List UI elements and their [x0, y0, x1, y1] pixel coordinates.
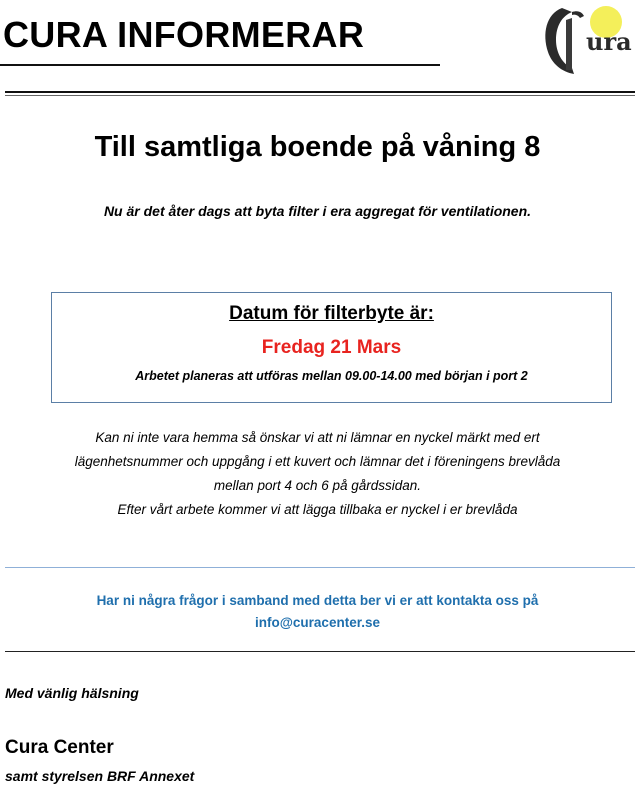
svg-text:ura: ura	[586, 27, 632, 56]
time-info: Arbetet planeras att utföras mellan 09.00-14.00 med början i port 2	[135, 369, 528, 383]
instructions-line: Kan ni inte vara hemma så önskar vi att ni lämnar en nyckel märkt med ert	[95, 430, 540, 445]
intro-text: Nu är det åter dags att byta filter i era aggregat för ventilationen.	[103, 203, 532, 219]
divider	[5, 95, 635, 96]
contact-email[interactable]: info@curacenter.se	[255, 615, 380, 630]
cura-logo-icon	[532, 0, 632, 78]
header-title-text: CURA INFORMERAR	[3, 14, 365, 55]
header-underline	[0, 64, 440, 66]
date-box	[51, 292, 612, 403]
greeting: Med vänlig hälsning	[5, 685, 139, 701]
page-title: Till samtliga boende på våning 8	[94, 131, 541, 163]
divider	[5, 91, 635, 93]
sender-name: Cura Center	[5, 737, 114, 758]
instructions-line: mellan port 4 och 6 på gårdssidan.	[213, 478, 422, 493]
contact-text: Har ni några frågor i samband med detta ber vi er att kontakta oss på	[96, 593, 539, 608]
header-title	[3, 14, 364, 56]
instructions-line: lägenhetsnummer och uppgång i ett kuvert och lämnar det i föreningens brevlåda	[74, 454, 561, 469]
date-value: Fredag 21 Mars	[261, 337, 402, 358]
divider	[5, 567, 635, 568]
instructions-line: Efter vårt arbete kommer vi att lägga tillbaka er nyckel i er brevlåda	[117, 502, 518, 517]
date-heading: Datum för filterbyte är:	[229, 303, 434, 324]
divider	[5, 651, 635, 652]
sender-subtitle: samt styrelsen BRF Annexet	[5, 768, 195, 784]
